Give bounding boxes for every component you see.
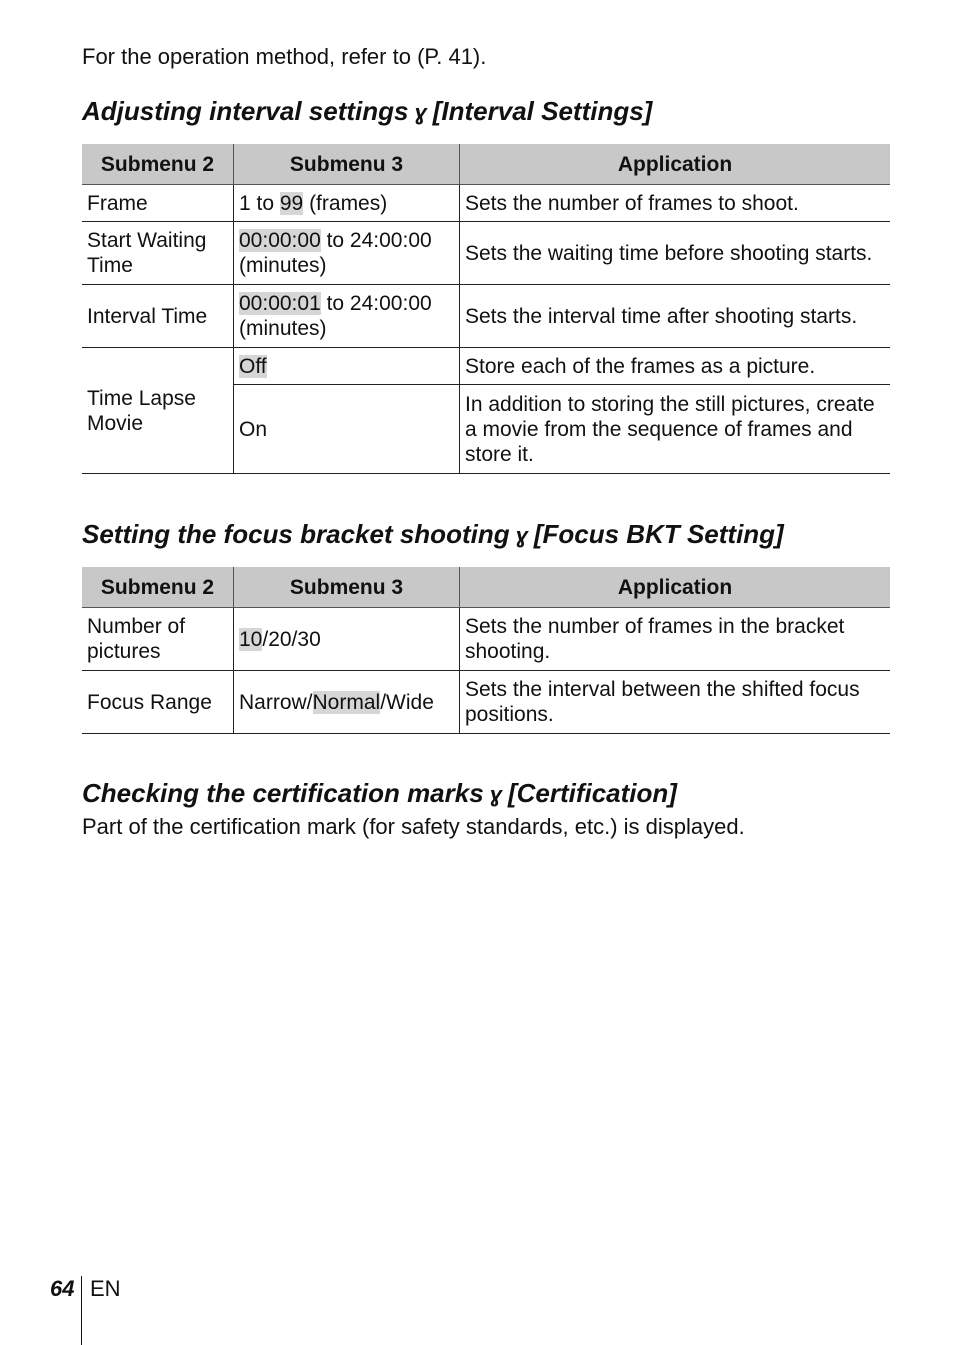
table-row: [82, 222, 890, 285]
cell-application: In addition to storing the still pictures, create a movie from the sequence of frames and store it.: [465, 392, 875, 466]
cell-submenu-3: 00:00:01 to 24:00:00 (minutes): [234, 285, 460, 348]
cell-submenu-3: 10/20/30: [234, 608, 460, 671]
footer-divider: [81, 1276, 82, 1345]
table-row: [82, 285, 890, 348]
menu-arrow-icon: ɣ: [515, 523, 528, 548]
cell-application: Sets the number of frames to shoot.: [465, 191, 799, 215]
cell-application: Sets the interval time after shooting starts.: [465, 304, 858, 328]
table-row: [82, 185, 890, 222]
cell-submenu-2: Time Lapse Movie: [82, 348, 234, 474]
header-submenu-3: Submenu 3: [234, 144, 460, 185]
heading-text: Adjusting interval settings: [82, 96, 409, 126]
cell-submenu-2: Interval Time: [82, 285, 234, 348]
cell-submenu-2: Start Waiting Time: [82, 222, 234, 285]
default-value: 00:00:00: [239, 229, 321, 252]
cell-submenu-3: Narrow/Normal/Wide: [234, 671, 460, 734]
default-value: Off: [239, 354, 267, 378]
header-application: Application: [460, 567, 891, 608]
default-value: 10: [239, 627, 263, 651]
focus-bkt-table: [82, 567, 890, 734]
page-number: 64: [50, 1276, 75, 1301]
default-value: 00:00:01: [239, 292, 321, 315]
language-label: EN: [90, 1276, 121, 1301]
heading-menu-name: [Interval Settings]: [432, 96, 653, 126]
cell-application: Store each of the frames as a picture.: [465, 354, 816, 378]
menu-arrow-icon: ɣ: [489, 782, 502, 807]
cell-submenu-2: Frame: [82, 185, 234, 222]
header-submenu-3: Submenu 3: [234, 567, 460, 608]
table-row: [82, 608, 890, 671]
cell-submenu-3: 1 to 99 (frames): [234, 185, 460, 222]
certification-heading: [82, 778, 677, 809]
certification-description: Part of the certification mark (for safety standards, etc.) is displayed.: [82, 814, 745, 839]
cell-submenu-3: 00:00:00 to 24:00:00 (minutes): [234, 222, 460, 285]
cell-application: Sets the number of frames in the bracket shooting.: [465, 615, 845, 663]
default-value: Normal: [312, 690, 381, 714]
focus-bkt-heading: [82, 519, 784, 550]
menu-arrow-icon: ɣ: [414, 100, 427, 125]
intro-text: For the operation method, refer to (P. 41).: [82, 44, 487, 69]
cell-application: Sets the interval between the shifted focus positions.: [465, 678, 860, 726]
interval-settings-heading: [82, 96, 652, 127]
interval-settings-table: [82, 144, 890, 474]
cell-submenu-3: On: [234, 385, 460, 474]
header-submenu-2: Submenu 2: [82, 144, 234, 185]
header-submenu-2: Submenu 2: [82, 567, 234, 608]
heading-menu-name: [Certification]: [507, 778, 677, 808]
heading-text: Setting the focus bracket shooting: [82, 519, 510, 549]
cell-application: Sets the waiting time before shooting starts.: [465, 241, 873, 265]
cell-submenu-2: Focus Range: [82, 671, 234, 734]
table-row: [82, 348, 890, 385]
cell-submenu-3: [234, 348, 460, 385]
cell-submenu-2: Number of pictures: [82, 608, 234, 671]
default-value: 99: [279, 191, 304, 215]
table-header-row: [82, 567, 890, 608]
header-application: Application: [460, 144, 891, 185]
table-row: [82, 671, 890, 734]
heading-text: Checking the certification marks: [82, 778, 484, 808]
table-header-row: [82, 144, 890, 185]
heading-menu-name: [Focus BKT Setting]: [533, 519, 784, 549]
